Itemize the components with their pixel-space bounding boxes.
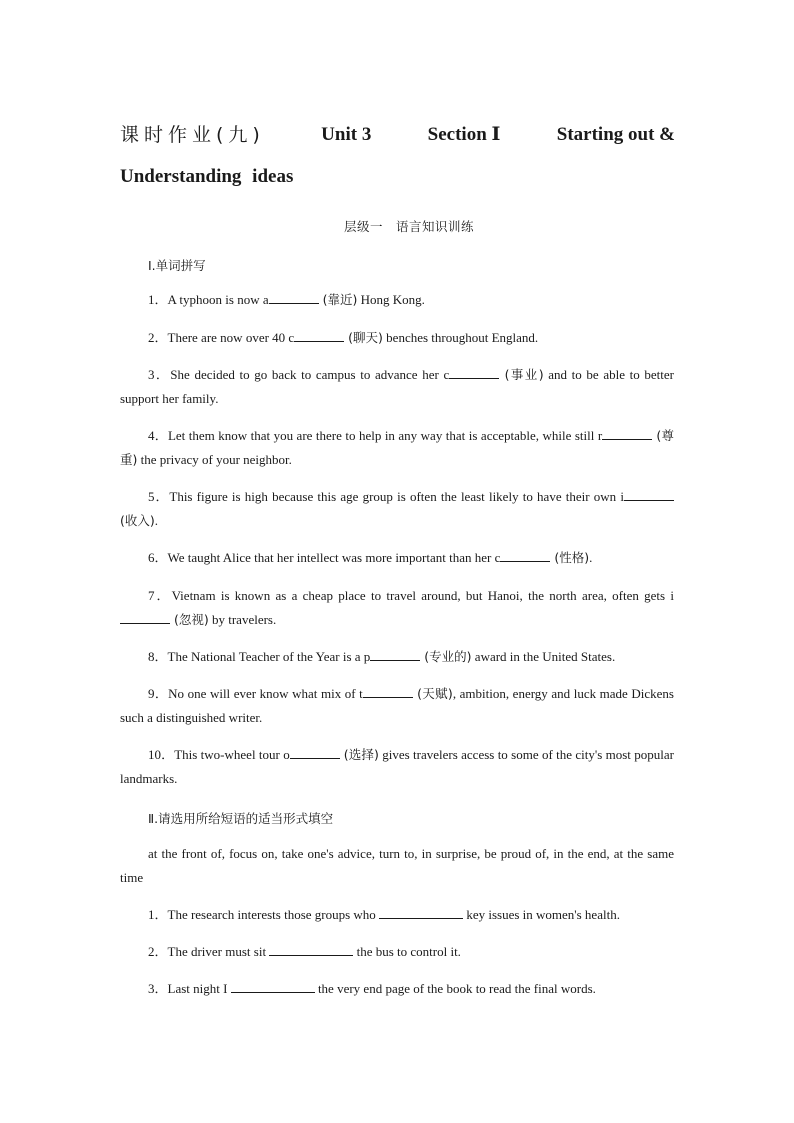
question-text-end: , ambition, energy and luck made Dickens such a distinguished writer.	[120, 686, 674, 725]
title-chinese: 课时作业(九)	[120, 124, 265, 146]
section2-heading: Ⅱ.请选用所给短语的适当形式填空	[148, 811, 334, 826]
question-text: 3．Last night I	[148, 981, 231, 996]
question-text: 5．This figure is high because this age group is often the least likely to have their own i	[148, 489, 624, 504]
level-heading: 层级一 语言知识训练	[343, 219, 474, 234]
question-text: 3．She decided to go back to campus to advance her c	[148, 367, 450, 382]
answer-blank[interactable]	[624, 488, 674, 501]
vocab-question-2	[120, 326, 674, 350]
chinese-hint: (靠近)	[318, 292, 358, 307]
answer-blank[interactable]	[290, 746, 340, 759]
question-text: 2．The driver must sit	[148, 944, 270, 959]
phrase-bank: at the front of, focus on, take one's advice, turn to, in surprise, be proud of, in the end, at the same time	[120, 846, 674, 885]
title-section: Section Ⅰ	[427, 124, 501, 145]
question-text-end: award in the United States.	[471, 649, 616, 664]
chinese-hint: (忽视)	[170, 612, 209, 627]
vocab-question-3	[120, 363, 674, 411]
answer-blank[interactable]	[363, 685, 413, 698]
question-text-end: benches throughout England.	[382, 330, 539, 345]
question-text-end: the bus to control it.	[353, 944, 461, 959]
answer-blank[interactable]	[269, 943, 353, 956]
question-text: 8．The National Teacher of the Year is a p	[148, 649, 371, 664]
vocab-question-4	[120, 424, 674, 472]
chinese-hint: (事业)	[499, 367, 544, 382]
question-text-end: the privacy of your neighbor.	[137, 452, 292, 467]
answer-blank[interactable]	[379, 906, 463, 919]
title-unit: Unit 3	[321, 124, 372, 145]
vocab-question-5	[120, 485, 674, 533]
chinese-hint: (性格)	[550, 550, 590, 565]
answer-blank[interactable]	[231, 980, 315, 993]
phrase-question-3	[120, 977, 674, 1001]
answer-blank[interactable]	[449, 366, 499, 379]
section1-heading: Ⅰ.单词拼写	[148, 258, 206, 273]
question-text: 6．We taught Alice that her intellect was more important than her c	[148, 550, 501, 565]
vocab-question-1	[120, 288, 674, 312]
answer-blank[interactable]	[370, 648, 420, 661]
chinese-hint: (选择)	[339, 747, 379, 762]
phrase-question-2	[120, 940, 674, 964]
vocab-question-10	[120, 743, 674, 791]
phrase-question-1	[120, 903, 674, 927]
page-title-line-1	[120, 124, 675, 146]
chinese-hint: (聊天)	[344, 330, 383, 345]
answer-blank[interactable]	[269, 291, 319, 304]
question-text: 10．This two-wheel tour o	[148, 747, 290, 762]
page-title-line-2: Understanding ideas	[120, 166, 294, 187]
question-text: 7．Vietnam is known as a cheap place to travel around, but Hanoi, the north area, often gets i	[148, 588, 674, 603]
question-text-end: by travelers.	[208, 612, 277, 627]
vocab-question-8	[120, 645, 674, 669]
title-part1: Starting out &	[556, 124, 675, 145]
question-text: 1．The research interests those groups who	[148, 907, 380, 922]
question-text-end: and to be able to better support her family.	[120, 367, 674, 406]
vocab-question-6	[120, 546, 674, 570]
vocab-question-7	[120, 584, 674, 632]
chinese-hint: (收入)	[120, 513, 155, 528]
answer-blank[interactable]	[294, 329, 344, 342]
question-text-end: gives travelers access to some of the city's most popular landmarks.	[120, 747, 674, 786]
answer-blank[interactable]	[120, 611, 170, 624]
question-text-end: .	[154, 513, 159, 528]
chinese-hint: (专业的)	[420, 649, 472, 664]
question-text-end: the very end page of the book to read the final words.	[314, 981, 596, 996]
question-text-end: .	[589, 550, 593, 565]
chinese-hint: (尊重)	[120, 428, 674, 467]
question-text: 2．There are now over 40 c	[148, 330, 295, 345]
answer-blank[interactable]	[602, 427, 652, 440]
answer-blank[interactable]	[500, 549, 550, 562]
chinese-hint: (天赋)	[412, 686, 453, 701]
question-text: 1．A typhoon is now a	[148, 292, 269, 307]
question-text-end: Hong Kong.	[357, 292, 425, 307]
question-text-end: key issues in women's health.	[463, 907, 620, 922]
vocab-question-9	[120, 682, 674, 730]
question-text: 4．Let them know that you are there to help in any way that is acceptable, while still r	[148, 428, 603, 443]
question-text: 9．No one will ever know what mix of t	[148, 686, 363, 701]
